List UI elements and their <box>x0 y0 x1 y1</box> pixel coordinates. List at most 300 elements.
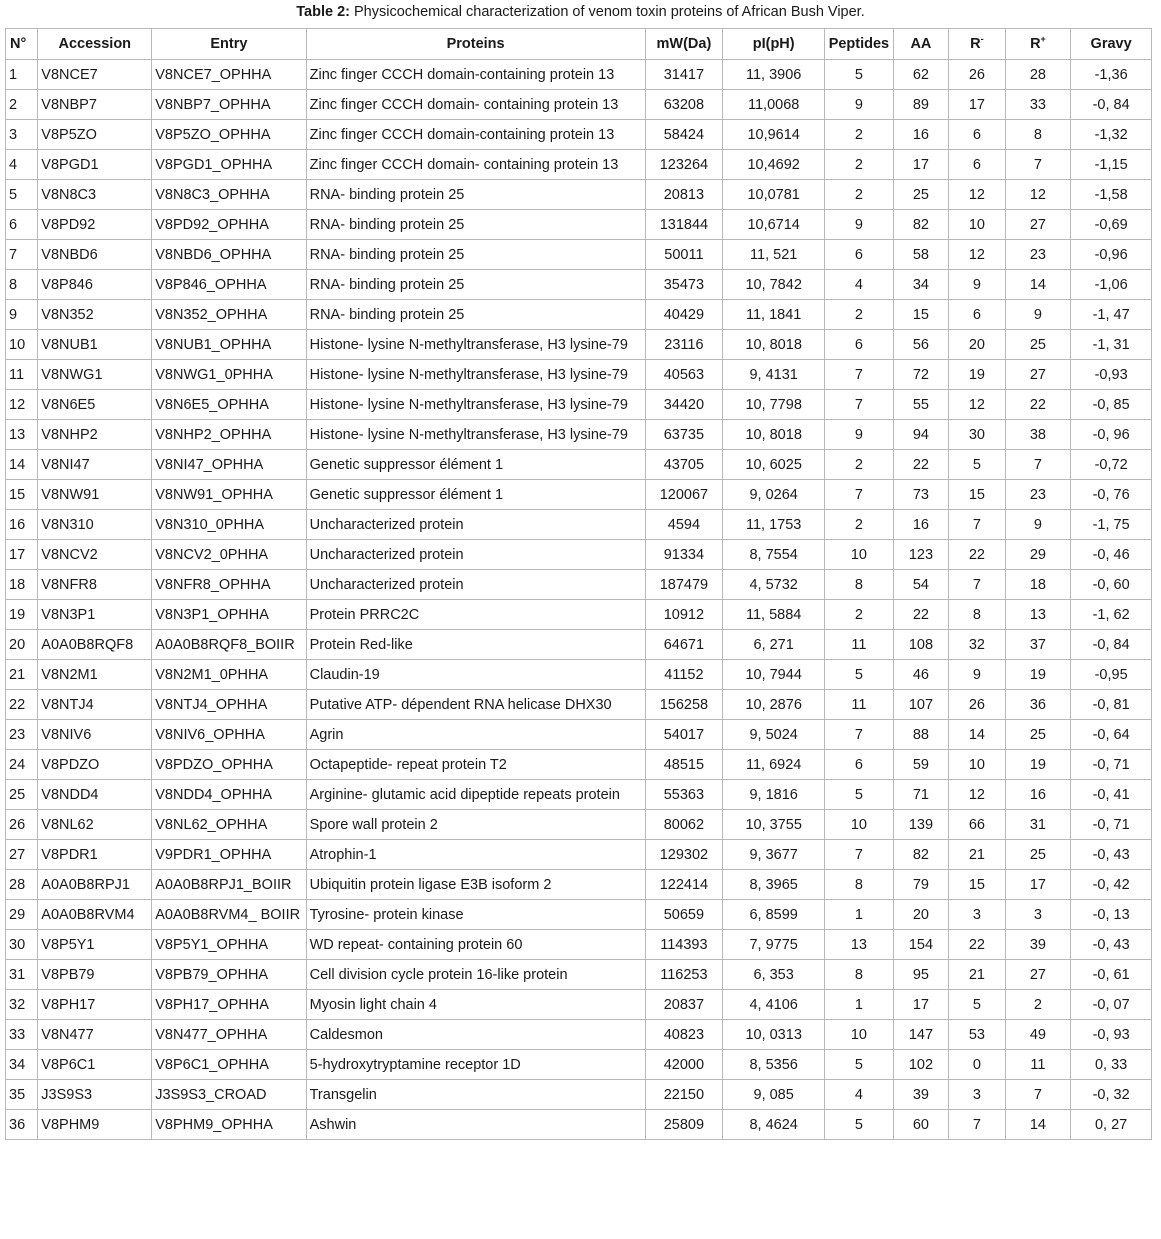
cell-r-plus: 22 <box>1005 390 1071 420</box>
cell-peptides: 11 <box>825 690 894 720</box>
cell-r-plus: 9 <box>1005 300 1071 330</box>
cell-accession: A0A0B8RQF8 <box>38 630 152 660</box>
cell-accession: J3S9S3 <box>38 1080 152 1110</box>
table-row <box>6 1050 1152 1080</box>
cell-peptides: 5 <box>825 780 894 810</box>
cell-peptides: 7 <box>825 720 894 750</box>
caption-label: Table 2: <box>296 4 350 20</box>
cell-gravy: -0,95 <box>1071 660 1152 690</box>
cell-r-minus: 8 <box>949 600 1005 630</box>
cell-r-plus: 23 <box>1005 240 1071 270</box>
cell-aa: 72 <box>893 360 948 390</box>
cell-mw: 116253 <box>645 960 723 990</box>
cell-entry: V8NIV6_OPHHA <box>152 720 306 750</box>
cell-r-plus: 12 <box>1005 180 1071 210</box>
cell-protein: Cell division cycle protein 16-like protein <box>306 960 645 990</box>
cell-aa: 56 <box>893 330 948 360</box>
cell-peptides: 6 <box>825 240 894 270</box>
cell-gravy: -0, 81 <box>1071 690 1152 720</box>
cell-peptides: 2 <box>825 600 894 630</box>
cell-number: 28 <box>6 870 38 900</box>
cell-r-plus: 36 <box>1005 690 1071 720</box>
cell-gravy: -0, 13 <box>1071 900 1152 930</box>
cell-protein: Genetic suppressor élément 1 <box>306 480 645 510</box>
header-r-plus-base: R <box>1030 36 1041 52</box>
cell-accession: V8N310 <box>38 510 152 540</box>
cell-entry: V8NFR8_OPHHA <box>152 570 306 600</box>
cell-pi: 7, 9775 <box>723 930 825 960</box>
cell-peptides: 10 <box>825 810 894 840</box>
cell-entry: V9PDR1_OPHHA <box>152 840 306 870</box>
header-r-minus <box>949 29 1005 60</box>
cell-protein: WD repeat- containing protein 60 <box>306 930 645 960</box>
cell-r-minus: 9 <box>949 660 1005 690</box>
cell-protein: Transgelin <box>306 1080 645 1110</box>
cell-pi: 9, 5024 <box>723 720 825 750</box>
cell-aa: 102 <box>893 1050 948 1080</box>
table-row <box>6 690 1152 720</box>
cell-accession: V8NI47 <box>38 450 152 480</box>
cell-mw: 63208 <box>645 90 723 120</box>
cell-entry: V8N477_OPHHA <box>152 1020 306 1050</box>
table-row <box>6 90 1152 120</box>
cell-number: 4 <box>6 150 38 180</box>
cell-gravy: -0, 85 <box>1071 390 1152 420</box>
cell-mw: 42000 <box>645 1050 723 1080</box>
cell-gravy: -0, 84 <box>1071 630 1152 660</box>
cell-pi: 10, 7842 <box>723 270 825 300</box>
cell-gravy: -1, 62 <box>1071 600 1152 630</box>
cell-pi: 10,9614 <box>723 120 825 150</box>
cell-gravy: -0,72 <box>1071 450 1152 480</box>
cell-pi: 4, 4106 <box>723 990 825 1020</box>
cell-entry: A0A0B8RVM4_ BOIIR <box>152 900 306 930</box>
cell-number: 23 <box>6 720 38 750</box>
cell-accession: V8NBD6 <box>38 240 152 270</box>
cell-r-minus: 6 <box>949 150 1005 180</box>
table-row <box>6 480 1152 510</box>
cell-peptides: 1 <box>825 900 894 930</box>
cell-r-plus: 28 <box>1005 60 1071 90</box>
cell-r-minus: 21 <box>949 840 1005 870</box>
cell-r-plus: 7 <box>1005 450 1071 480</box>
cell-entry: A0A0B8RQF8_BOIIR <box>152 630 306 660</box>
cell-accession: A0A0B8RPJ1 <box>38 870 152 900</box>
caption-text: Physicochemical characterization of venom toxin proteins of African Bush Viper. <box>349 4 865 20</box>
cell-mw: 123264 <box>645 150 723 180</box>
cell-number: 19 <box>6 600 38 630</box>
table-row <box>6 1110 1152 1140</box>
cell-number: 22 <box>6 690 38 720</box>
cell-aa: 107 <box>893 690 948 720</box>
cell-protein: RNA- binding protein 25 <box>306 240 645 270</box>
cell-gravy: -0, 46 <box>1071 540 1152 570</box>
cell-entry: V8NW91_OPHHA <box>152 480 306 510</box>
cell-accession: V8P5ZO <box>38 120 152 150</box>
cell-number: 3 <box>6 120 38 150</box>
cell-mw: 129302 <box>645 840 723 870</box>
cell-entry: V8P5ZO_OPHHA <box>152 120 306 150</box>
cell-pi: 6, 8599 <box>723 900 825 930</box>
cell-peptides: 8 <box>825 870 894 900</box>
table-row <box>6 390 1152 420</box>
cell-peptides: 2 <box>825 120 894 150</box>
cell-accession: V8NBP7 <box>38 90 152 120</box>
cell-mw: 34420 <box>645 390 723 420</box>
cell-r-plus: 31 <box>1005 810 1071 840</box>
cell-entry: V8N8C3_OPHHA <box>152 180 306 210</box>
cell-protein: RNA- binding protein 25 <box>306 270 645 300</box>
cell-number: 33 <box>6 1020 38 1050</box>
cell-accession: V8PGD1 <box>38 150 152 180</box>
cell-entry: V8NCE7_OPHHA <box>152 60 306 90</box>
table-row <box>6 930 1152 960</box>
cell-number: 1 <box>6 60 38 90</box>
cell-accession: V8PD92 <box>38 210 152 240</box>
table-row <box>6 630 1152 660</box>
cell-gravy: -0, 60 <box>1071 570 1152 600</box>
cell-aa: 20 <box>893 900 948 930</box>
cell-accession: V8NDD4 <box>38 780 152 810</box>
cell-pi: 6, 353 <box>723 960 825 990</box>
cell-mw: 40429 <box>645 300 723 330</box>
table-caption <box>0 3 1161 21</box>
cell-gravy: -0, 42 <box>1071 870 1152 900</box>
cell-r-minus: 12 <box>949 780 1005 810</box>
cell-protein: Uncharacterized protein <box>306 570 645 600</box>
table-row <box>6 450 1152 480</box>
cell-number: 34 <box>6 1050 38 1080</box>
cell-r-plus: 17 <box>1005 870 1071 900</box>
cell-entry: V8P6C1_OPHHA <box>152 1050 306 1080</box>
cell-entry: V8N3P1_OPHHA <box>152 600 306 630</box>
cell-gravy: -0, 96 <box>1071 420 1152 450</box>
table-row <box>6 180 1152 210</box>
cell-entry: V8NBP7_OPHHA <box>152 90 306 120</box>
cell-pi: 10, 7944 <box>723 660 825 690</box>
cell-accession: V8NL62 <box>38 810 152 840</box>
cell-gravy: -1,06 <box>1071 270 1152 300</box>
cell-gravy: -1,36 <box>1071 60 1152 90</box>
cell-r-minus: 5 <box>949 450 1005 480</box>
cell-pi: 9, 3677 <box>723 840 825 870</box>
table-row <box>6 150 1152 180</box>
cell-gravy: -0, 64 <box>1071 720 1152 750</box>
cell-pi: 10, 7798 <box>723 390 825 420</box>
cell-gravy: -1, 75 <box>1071 510 1152 540</box>
cell-peptides: 4 <box>825 1080 894 1110</box>
header-aa: AA <box>893 29 948 60</box>
cell-r-minus: 12 <box>949 240 1005 270</box>
cell-mw: 31417 <box>645 60 723 90</box>
cell-accession: A0A0B8RVM4 <box>38 900 152 930</box>
cell-number: 21 <box>6 660 38 690</box>
table-row <box>6 780 1152 810</box>
cell-mw: 54017 <box>645 720 723 750</box>
cell-protein: Zinc finger CCCH domain-containing protein 13 <box>306 60 645 90</box>
table-row <box>6 60 1152 90</box>
cell-mw: 122414 <box>645 870 723 900</box>
cell-protein: RNA- binding protein 25 <box>306 300 645 330</box>
cell-gravy: -0,69 <box>1071 210 1152 240</box>
cell-mw: 120067 <box>645 480 723 510</box>
cell-aa: 58 <box>893 240 948 270</box>
cell-peptides: 9 <box>825 90 894 120</box>
cell-mw: 4594 <box>645 510 723 540</box>
cell-r-minus: 14 <box>949 720 1005 750</box>
cell-accession: V8P846 <box>38 270 152 300</box>
cell-r-minus: 26 <box>949 60 1005 90</box>
cell-accession: V8P6C1 <box>38 1050 152 1080</box>
cell-gravy: 0, 27 <box>1071 1110 1152 1140</box>
table-row <box>6 990 1152 1020</box>
header-r-plus <box>1005 29 1071 60</box>
cell-protein: Genetic suppressor élément 1 <box>306 450 645 480</box>
cell-aa: 25 <box>893 180 948 210</box>
cell-mw: 40563 <box>645 360 723 390</box>
cell-mw: 58424 <box>645 120 723 150</box>
cell-r-minus: 32 <box>949 630 1005 660</box>
table-row <box>6 750 1152 780</box>
cell-entry: V8NTJ4_OPHHA <box>152 690 306 720</box>
cell-r-plus: 38 <box>1005 420 1071 450</box>
cell-r-minus: 22 <box>949 540 1005 570</box>
cell-r-plus: 25 <box>1005 840 1071 870</box>
cell-number: 14 <box>6 450 38 480</box>
cell-peptides: 6 <box>825 750 894 780</box>
cell-mw: 50659 <box>645 900 723 930</box>
cell-peptides: 1 <box>825 990 894 1020</box>
cell-aa: 108 <box>893 630 948 660</box>
cell-accession: V8N352 <box>38 300 152 330</box>
table-row <box>6 870 1152 900</box>
cell-peptides: 7 <box>825 840 894 870</box>
cell-accession: V8PHM9 <box>38 1110 152 1140</box>
cell-pi: 10, 8018 <box>723 420 825 450</box>
cell-protein: Zinc finger CCCH domain- containing protein 13 <box>306 150 645 180</box>
cell-entry: V8NCV2_0PHHA <box>152 540 306 570</box>
cell-aa: 82 <box>893 840 948 870</box>
cell-r-plus: 23 <box>1005 480 1071 510</box>
cell-mw: 63735 <box>645 420 723 450</box>
cell-pi: 10, 0313 <box>723 1020 825 1050</box>
cell-protein: Zinc finger CCCH domain- containing protein 13 <box>306 90 645 120</box>
table-row <box>6 840 1152 870</box>
cell-entry: V8PHM9_OPHHA <box>152 1110 306 1140</box>
cell-r-plus: 2 <box>1005 990 1071 1020</box>
cell-accession: V8N477 <box>38 1020 152 1050</box>
cell-aa: 22 <box>893 450 948 480</box>
cell-r-plus: 7 <box>1005 1080 1071 1110</box>
cell-pi: 10,4692 <box>723 150 825 180</box>
cell-r-minus: 7 <box>949 570 1005 600</box>
cell-pi: 11, 1753 <box>723 510 825 540</box>
cell-number: 5 <box>6 180 38 210</box>
cell-mw: 10912 <box>645 600 723 630</box>
cell-entry: V8PGD1_OPHHA <box>152 150 306 180</box>
cell-aa: 39 <box>893 1080 948 1110</box>
cell-pi: 10, 2876 <box>723 690 825 720</box>
cell-r-minus: 9 <box>949 270 1005 300</box>
table-row <box>6 1020 1152 1050</box>
cell-r-minus: 53 <box>949 1020 1005 1050</box>
cell-r-minus: 20 <box>949 330 1005 360</box>
table-row <box>6 540 1152 570</box>
header-accession: Accession <box>38 29 152 60</box>
cell-r-minus: 3 <box>949 1080 1005 1110</box>
cell-peptides: 5 <box>825 1110 894 1140</box>
cell-aa: 17 <box>893 150 948 180</box>
header-proteins: Proteins <box>306 29 645 60</box>
cell-protein: 5-hydroxytryptamine receptor 1D <box>306 1050 645 1080</box>
cell-pi: 8, 7554 <box>723 540 825 570</box>
cell-r-plus: 18 <box>1005 570 1071 600</box>
cell-mw: 80062 <box>645 810 723 840</box>
cell-number: 31 <box>6 960 38 990</box>
cell-protein: RNA- binding protein 25 <box>306 210 645 240</box>
cell-aa: 88 <box>893 720 948 750</box>
cell-aa: 95 <box>893 960 948 990</box>
cell-peptides: 4 <box>825 270 894 300</box>
cell-aa: 71 <box>893 780 948 810</box>
cell-mw: 131844 <box>645 210 723 240</box>
cell-protein: Uncharacterized protein <box>306 540 645 570</box>
cell-accession: V8PB79 <box>38 960 152 990</box>
cell-pi: 6, 271 <box>723 630 825 660</box>
cell-entry: V8NHP2_OPHHA <box>152 420 306 450</box>
cell-protein: Putative ATP- dépendent RNA helicase DHX30 <box>306 690 645 720</box>
cell-aa: 16 <box>893 120 948 150</box>
table-row <box>6 510 1152 540</box>
cell-pi: 8, 5356 <box>723 1050 825 1080</box>
header-entry: Entry <box>152 29 306 60</box>
cell-entry: V8NUB1_OPHHA <box>152 330 306 360</box>
cell-pi: 10,0781 <box>723 180 825 210</box>
cell-number: 8 <box>6 270 38 300</box>
cell-pi: 11, 6924 <box>723 750 825 780</box>
cell-r-plus: 37 <box>1005 630 1071 660</box>
cell-protein: Histone- lysine N-methyltransferase, H3 lysine-79 <box>306 330 645 360</box>
cell-gravy: -0,93 <box>1071 360 1152 390</box>
cell-peptides: 2 <box>825 150 894 180</box>
cell-gravy: -0, 43 <box>1071 930 1152 960</box>
table-row <box>6 120 1152 150</box>
cell-peptides: 5 <box>825 1050 894 1080</box>
cell-r-plus: 16 <box>1005 780 1071 810</box>
table-row <box>6 360 1152 390</box>
cell-peptides: 2 <box>825 510 894 540</box>
table-row <box>6 1080 1152 1110</box>
cell-entry: V8NDD4_OPHHA <box>152 780 306 810</box>
cell-r-minus: 15 <box>949 480 1005 510</box>
header-pi: pI(pH) <box>723 29 825 60</box>
cell-r-plus: 27 <box>1005 960 1071 990</box>
cell-pi: 4, 5732 <box>723 570 825 600</box>
cell-pi: 9, 0264 <box>723 480 825 510</box>
cell-protein: Protein PRRC2C <box>306 600 645 630</box>
cell-accession: V8NCV2 <box>38 540 152 570</box>
cell-protein: Zinc finger CCCH domain-containing protein 13 <box>306 120 645 150</box>
cell-mw: 156258 <box>645 690 723 720</box>
cell-peptides: 9 <box>825 420 894 450</box>
cell-r-plus: 25 <box>1005 720 1071 750</box>
cell-mw: 20837 <box>645 990 723 1020</box>
cell-accession: V8NUB1 <box>38 330 152 360</box>
cell-protein: Arginine- glutamic acid dipeptide repeats protein <box>306 780 645 810</box>
cell-entry: V8PB79_OPHHA <box>152 960 306 990</box>
cell-accession: V8N3P1 <box>38 600 152 630</box>
cell-mw: 48515 <box>645 750 723 780</box>
header-gravy: Gravy <box>1071 29 1152 60</box>
cell-aa: 154 <box>893 930 948 960</box>
cell-aa: 89 <box>893 90 948 120</box>
cell-peptides: 2 <box>825 450 894 480</box>
cell-number: 6 <box>6 210 38 240</box>
cell-entry: V8N310_0PHHA <box>152 510 306 540</box>
cell-mw: 43705 <box>645 450 723 480</box>
cell-protein: Spore wall protein 2 <box>306 810 645 840</box>
cell-gravy: -0, 07 <box>1071 990 1152 1020</box>
cell-entry: J3S9S3_CROAD <box>152 1080 306 1110</box>
cell-r-plus: 11 <box>1005 1050 1071 1080</box>
cell-pi: 10, 3755 <box>723 810 825 840</box>
cell-aa: 17 <box>893 990 948 1020</box>
cell-number: 15 <box>6 480 38 510</box>
cell-accession: V8NWG1 <box>38 360 152 390</box>
cell-protein: Myosin light chain 4 <box>306 990 645 1020</box>
cell-entry: V8N352_OPHHA <box>152 300 306 330</box>
cell-accession: V8N2M1 <box>38 660 152 690</box>
table-row <box>6 210 1152 240</box>
cell-entry: V8NWG1_0PHHA <box>152 360 306 390</box>
table-row <box>6 600 1152 630</box>
cell-mw: 91334 <box>645 540 723 570</box>
cell-accession: V8NTJ4 <box>38 690 152 720</box>
cell-peptides: 5 <box>825 660 894 690</box>
cell-r-minus: 12 <box>949 180 1005 210</box>
cell-peptides: 8 <box>825 960 894 990</box>
cell-r-minus: 22 <box>949 930 1005 960</box>
cell-gravy: -0, 76 <box>1071 480 1152 510</box>
cell-r-plus: 8 <box>1005 120 1071 150</box>
cell-number: 10 <box>6 330 38 360</box>
table-row <box>6 300 1152 330</box>
cell-accession: V8NCE7 <box>38 60 152 90</box>
cell-number: 36 <box>6 1110 38 1140</box>
cell-peptides: 2 <box>825 300 894 330</box>
table-row <box>6 420 1152 450</box>
cell-r-minus: 7 <box>949 1110 1005 1140</box>
cell-protein: Ashwin <box>306 1110 645 1140</box>
cell-mw: 22150 <box>645 1080 723 1110</box>
cell-number: 17 <box>6 540 38 570</box>
cell-accession: V8PH17 <box>38 990 152 1020</box>
cell-number: 12 <box>6 390 38 420</box>
cell-entry: V8N6E5_OPHHA <box>152 390 306 420</box>
cell-r-plus: 13 <box>1005 600 1071 630</box>
cell-accession: V8PDZO <box>38 750 152 780</box>
cell-peptides: 13 <box>825 930 894 960</box>
cell-aa: 82 <box>893 210 948 240</box>
cell-entry: V8NI47_OPHHA <box>152 450 306 480</box>
cell-r-plus: 7 <box>1005 150 1071 180</box>
cell-r-minus: 26 <box>949 690 1005 720</box>
cell-peptides: 7 <box>825 390 894 420</box>
cell-gravy: -1, 31 <box>1071 330 1152 360</box>
cell-number: 27 <box>6 840 38 870</box>
cell-gravy: -0, 84 <box>1071 90 1152 120</box>
header-r-minus-sup: - <box>980 34 984 45</box>
